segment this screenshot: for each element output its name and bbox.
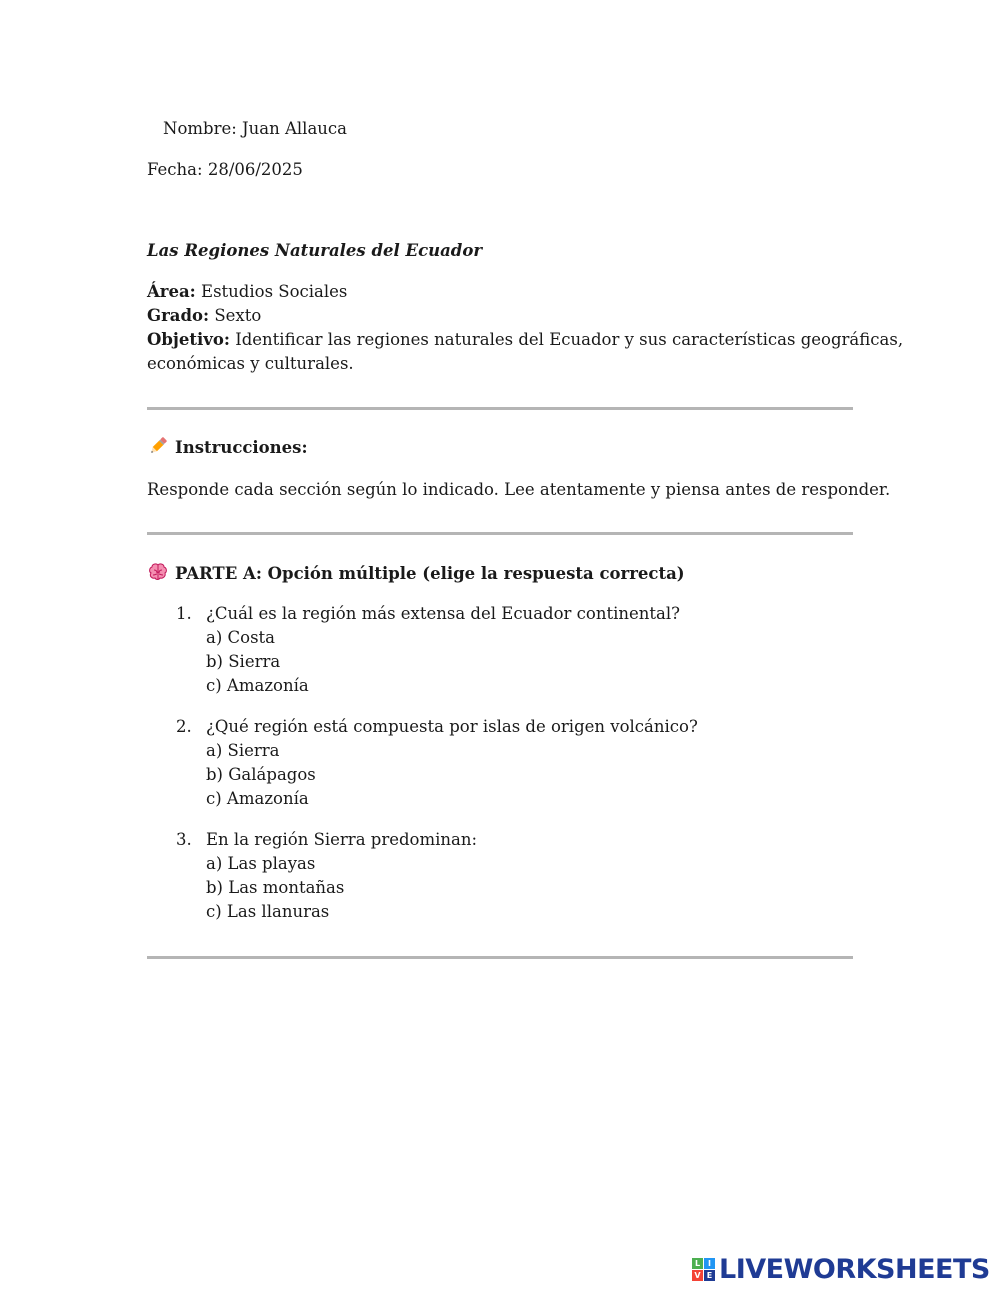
grado-line bbox=[147, 304, 261, 328]
answer-option[interactable]: c) Amazonía bbox=[206, 676, 309, 695]
question-text: ¿Qué región está compuesta por islas de origen volcánico? bbox=[206, 717, 698, 736]
divider bbox=[147, 956, 853, 959]
area-line bbox=[147, 280, 347, 304]
logo-tile: I bbox=[704, 1258, 715, 1269]
student-name: Nombre: Juan Allauca bbox=[163, 119, 347, 138]
answer-option[interactable]: a) Costa bbox=[206, 628, 276, 647]
area-label: Área: bbox=[147, 282, 196, 301]
page-title: Las Regiones Naturales del Ecuador bbox=[147, 241, 483, 260]
question-number: 3. bbox=[176, 830, 192, 849]
question-number: 1. bbox=[176, 604, 192, 623]
logo-tiles bbox=[692, 1258, 715, 1281]
brain-icon bbox=[147, 561, 169, 583]
part-a-heading-text: PARTE A: Opción múltiple (elige la respuesta correcta) bbox=[175, 564, 685, 583]
grado-label: Grado: bbox=[147, 306, 210, 325]
answer-option[interactable]: b) Las montañas bbox=[206, 878, 345, 897]
liveworksheets-logo[interactable] bbox=[692, 1253, 992, 1285]
divider bbox=[147, 407, 853, 410]
objetivo-value: Identificar las regiones naturales del Ecuador y sus características geográficas, bbox=[229, 330, 904, 349]
answer-option[interactable]: b) Galápagos bbox=[206, 765, 316, 784]
instructions-text: Responde cada sección según lo indicado. Lee atentamente y piensa antes de responder. bbox=[147, 480, 891, 499]
pencil-icon bbox=[147, 435, 169, 457]
logo-wordmark: LIVEWORKSHEETS bbox=[719, 1253, 990, 1285]
divider bbox=[147, 532, 853, 535]
logo-tile: L bbox=[692, 1258, 703, 1269]
logo-tile: V bbox=[692, 1270, 703, 1281]
area-value: Estudios Sociales bbox=[195, 282, 348, 301]
objetivo-line bbox=[147, 328, 903, 352]
question-text: ¿Cuál es la región más extensa del Ecuador continental? bbox=[206, 604, 680, 623]
answer-option[interactable]: a) Las playas bbox=[206, 854, 316, 873]
question-text: En la región Sierra predominan: bbox=[206, 830, 478, 849]
question-number: 2. bbox=[176, 717, 192, 736]
objetivo-label: Objetivo: bbox=[147, 330, 230, 349]
objetivo-continuation: económicas y culturales. bbox=[147, 354, 354, 373]
answer-option[interactable]: a) Sierra bbox=[206, 741, 280, 760]
answer-option[interactable]: c) Las llanuras bbox=[206, 902, 330, 921]
instructions-heading-text: Instrucciones: bbox=[175, 438, 308, 457]
part-a-heading bbox=[147, 561, 685, 586]
answer-option[interactable]: c) Amazonía bbox=[206, 789, 309, 808]
logo-tile: E bbox=[704, 1270, 715, 1281]
grado-value: Sexto bbox=[209, 306, 262, 325]
instructions-heading bbox=[147, 435, 308, 460]
date: Fecha: 28/06/2025 bbox=[147, 160, 303, 179]
answer-option[interactable]: b) Sierra bbox=[206, 652, 281, 671]
